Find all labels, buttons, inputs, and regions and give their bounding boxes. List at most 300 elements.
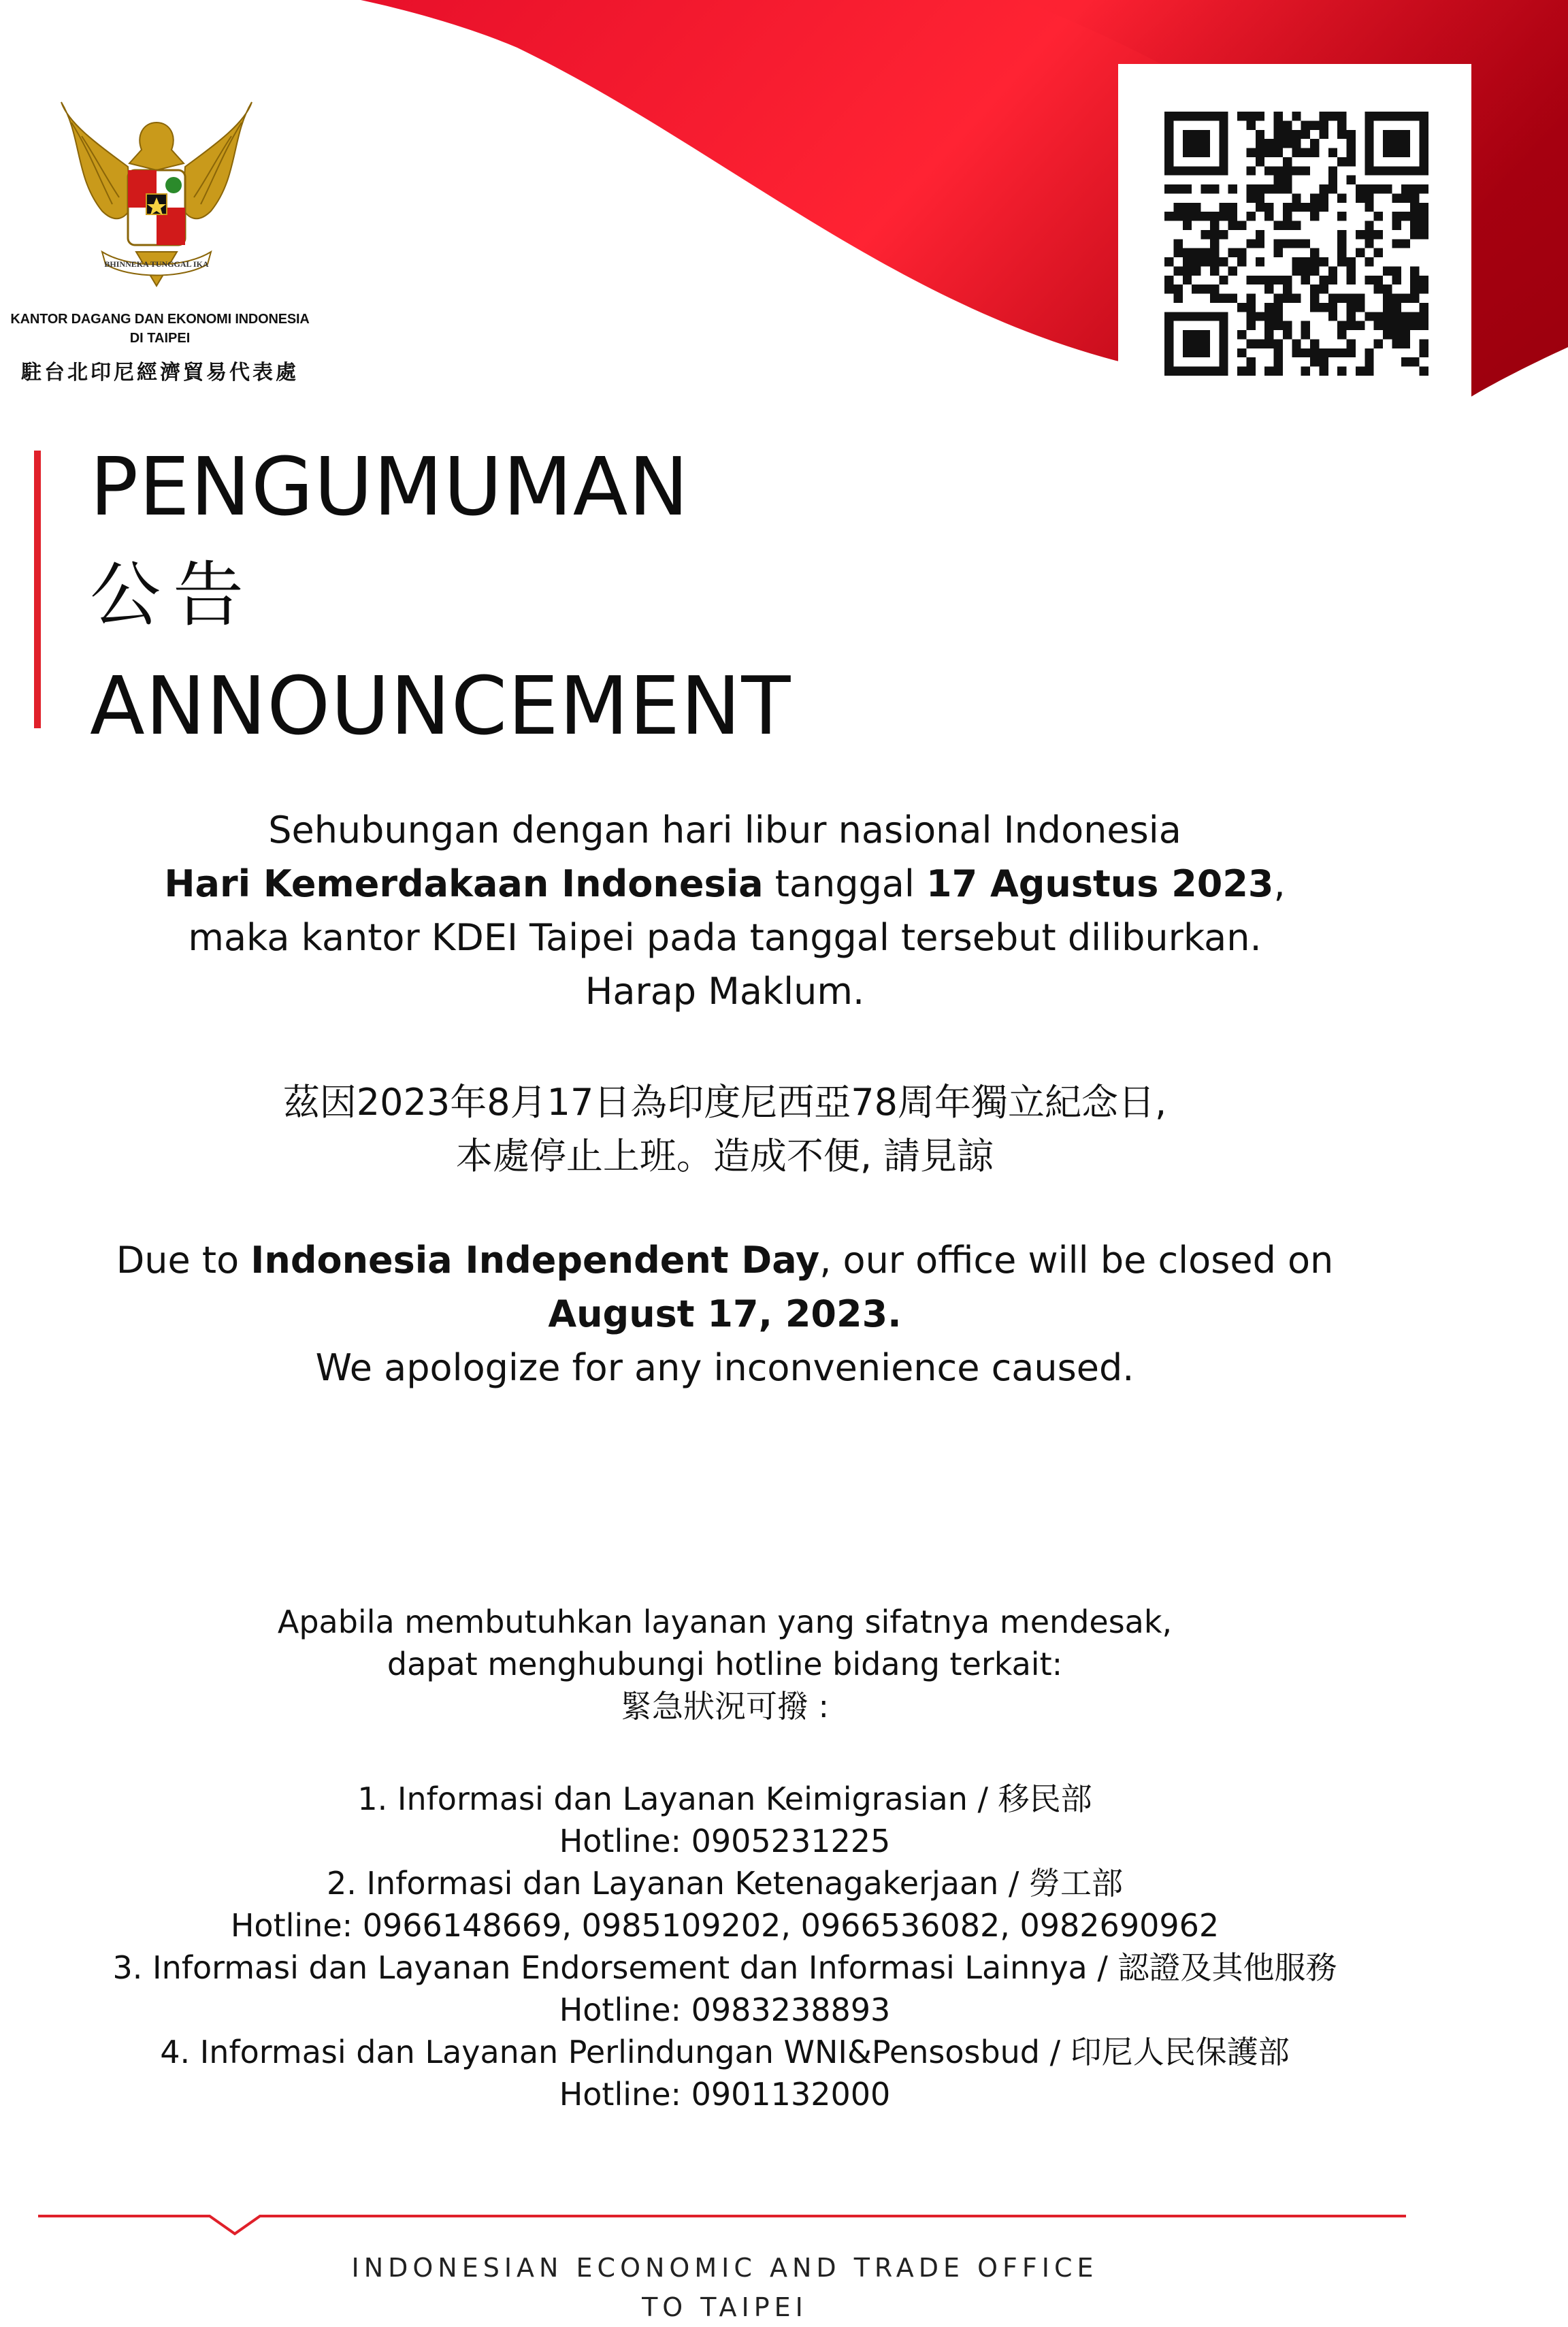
qr-module [1164, 321, 1173, 330]
qr-module [1337, 193, 1346, 202]
qr-module [1310, 203, 1319, 212]
footer-office-line1: INDONESIAN ECONOMIC AND TRADE OFFICE [351, 2253, 1098, 2283]
qr-module [1210, 166, 1219, 175]
qr-module [1392, 276, 1401, 284]
qr-module [1347, 139, 1356, 148]
qr-module [1374, 284, 1383, 293]
qr-module [1383, 148, 1392, 157]
qr-module [1319, 303, 1328, 312]
qr-module [1392, 294, 1401, 303]
qr-module [1192, 348, 1200, 357]
qr-module [1410, 357, 1419, 366]
qr-module [1392, 266, 1401, 275]
qr-module [1274, 166, 1283, 175]
qr-module [1301, 130, 1310, 139]
qr-module [1356, 321, 1365, 330]
qr-module [1274, 112, 1283, 120]
qr-module [1210, 312, 1219, 321]
qr-module [1201, 130, 1210, 139]
qr-module [1192, 312, 1200, 321]
qr-module [1164, 139, 1173, 148]
qr-module [1374, 312, 1383, 321]
hotline-number[interactable]: Hotline: 0905231225 [559, 1823, 891, 1859]
qr-module [1173, 112, 1182, 120]
qr-module [1374, 339, 1383, 348]
qr-module [1347, 348, 1356, 357]
qr-module [1337, 367, 1346, 376]
announcement-en-line2 [0, 1287, 1450, 1341]
emblem-motto: BHINNEKA TUNGGAL IKA [104, 259, 209, 269]
qr-module [1201, 284, 1210, 293]
qr-module [1301, 148, 1310, 157]
qr-module [1292, 294, 1301, 303]
qr-module [1246, 148, 1255, 157]
qr-module [1228, 266, 1237, 275]
qr-module [1292, 339, 1301, 348]
announcement-zh-line2: 本處停止上班。造成不便, 請見諒 [455, 1135, 994, 1177]
qr-module [1173, 239, 1182, 248]
qr-module [1347, 157, 1356, 166]
qr-module [1164, 157, 1173, 166]
qr-module [1374, 276, 1383, 284]
qr-module [1328, 312, 1337, 321]
qr-module [1410, 203, 1419, 212]
list-item [0, 2031, 1450, 2115]
qr-module [1319, 120, 1328, 129]
qr-module [1420, 367, 1428, 376]
announcement-id-line2 [0, 857, 1450, 911]
qr-module [1237, 257, 1246, 266]
qr-module [1420, 184, 1428, 193]
qr-module [1392, 130, 1401, 139]
list-item [0, 1862, 1450, 1947]
qr-module [1337, 230, 1346, 239]
qr-module [1264, 367, 1273, 376]
qr-module [1219, 321, 1228, 330]
qr-module [1392, 193, 1401, 202]
qr-module [1264, 148, 1273, 157]
qr-module [1210, 294, 1219, 303]
qr-module [1383, 303, 1392, 312]
qr-module [1410, 266, 1419, 275]
qr-module [1219, 130, 1228, 139]
qr-module [1283, 166, 1292, 175]
hotline-number[interactable]: Hotline: 0901132000 [559, 2076, 891, 2113]
qr-module [1328, 303, 1337, 312]
qr-module [1319, 193, 1328, 202]
hotline-label: 4. Informasi dan Layanan Perlindungan WNI&Pensosbud / 印尼人民保護部 [160, 2034, 1290, 2070]
qr-module [1173, 203, 1182, 212]
hotline-number[interactable]: Hotline: 0966148669, 0985109202, 0966536082, 0982690962 [230, 1907, 1220, 1944]
qr-module [1401, 166, 1410, 175]
qr-module [1201, 212, 1210, 221]
qr-module [1283, 276, 1292, 284]
qr-module [1283, 157, 1292, 166]
qr-module [1310, 303, 1319, 312]
qr-module [1246, 112, 1255, 120]
hotline-label: 1. Informasi dan Layanan Keimigrasian / 移民部 [357, 1780, 1092, 1817]
qr-module [1219, 339, 1228, 348]
qr-module [1365, 130, 1373, 139]
qr-module [1219, 203, 1228, 212]
qr-module [1228, 221, 1237, 230]
qr-module [1274, 176, 1283, 184]
qr-module [1219, 276, 1228, 284]
qr-module [1410, 321, 1419, 330]
qr-module [1201, 166, 1210, 175]
qr-module [1283, 184, 1292, 193]
qr-module [1328, 294, 1337, 303]
qr-module [1246, 339, 1255, 348]
hotline-number[interactable]: Hotline: 0983238893 [559, 1991, 891, 2028]
announcement-en-line3: We apologize for any inconvenience caused. [315, 1346, 1134, 1389]
qr-module [1183, 257, 1192, 266]
qr-module [1410, 184, 1419, 193]
qr-module [1301, 257, 1310, 266]
qr-module [1337, 294, 1346, 303]
qr-module [1292, 148, 1301, 157]
qr-module [1246, 212, 1255, 221]
qr-module [1201, 339, 1210, 348]
qr-module [1292, 112, 1301, 120]
qr-module [1420, 348, 1428, 357]
qr-module [1210, 257, 1219, 266]
text-span: tanggal [763, 862, 927, 905]
qr-module [1164, 276, 1173, 284]
qr-module [1292, 257, 1301, 266]
qr-module [1192, 112, 1200, 120]
qr-module [1256, 239, 1264, 248]
qr-module [1192, 257, 1200, 266]
qr-module [1292, 221, 1301, 230]
qr-module [1347, 176, 1356, 184]
qr-module [1337, 157, 1346, 166]
hotline-label: 3. Informasi dan Layanan Endorsement dan Informasi Lainnya / 認證及其他服務 [112, 1949, 1337, 1986]
holiday-name-en: Indonesia Independent Day [250, 1239, 820, 1282]
qr-module [1410, 221, 1419, 230]
qr-module [1183, 184, 1192, 193]
qr-module [1256, 139, 1264, 148]
qr-module [1274, 120, 1283, 129]
qr-module [1356, 230, 1365, 239]
qr-module [1365, 139, 1373, 148]
qr-module [1274, 148, 1283, 157]
qr-module [1392, 148, 1401, 157]
qr-module [1256, 339, 1264, 348]
qr-module [1420, 312, 1428, 321]
qr-module [1365, 203, 1373, 212]
qr-module [1192, 367, 1200, 376]
qr-module [1201, 312, 1210, 321]
qr-module [1420, 148, 1428, 157]
qr-module [1383, 139, 1392, 148]
qr-module [1237, 248, 1246, 257]
qr-module [1410, 294, 1419, 303]
qr-module [1328, 348, 1337, 357]
qr-module [1219, 330, 1228, 339]
qr-module [1301, 330, 1310, 339]
qr-module [1292, 348, 1301, 357]
qr-module [1246, 294, 1255, 303]
qr-module [1237, 112, 1246, 120]
qr-module [1183, 166, 1192, 175]
qr-module [1264, 321, 1273, 330]
qr-module [1328, 148, 1337, 157]
qr-module [1219, 212, 1228, 221]
qr-module [1201, 367, 1210, 376]
qr-module [1392, 212, 1401, 221]
qr-module [1383, 330, 1392, 339]
qr-module [1274, 321, 1283, 330]
qr-module [1219, 348, 1228, 357]
qr-module [1264, 212, 1273, 221]
qr-module [1164, 348, 1173, 357]
qr-module [1192, 266, 1200, 275]
qr-module [1337, 130, 1346, 139]
qr-module [1164, 357, 1173, 366]
qr-module [1347, 312, 1356, 321]
qr-module [1310, 266, 1319, 275]
qr-module [1283, 130, 1292, 139]
qr-module [1183, 139, 1192, 148]
chevron-down-divider-icon [27, 2198, 1416, 2239]
qr-module [1256, 148, 1264, 157]
qr-module [1310, 148, 1319, 157]
qr-module [1173, 312, 1182, 321]
qr-module [1410, 312, 1419, 321]
qr-module [1219, 367, 1228, 376]
qr-module [1210, 212, 1219, 221]
qr-module [1264, 184, 1273, 193]
qr-module [1219, 230, 1228, 239]
qr-module [1301, 348, 1310, 357]
qr-module [1310, 248, 1319, 257]
qr-module [1183, 312, 1192, 321]
qr-module [1410, 276, 1419, 284]
qr-module [1356, 294, 1365, 303]
qr-module [1420, 166, 1428, 175]
qr-module [1392, 303, 1401, 312]
announcement-id-line3: maka kantor KDEI Taipei pada tanggal tersebut diliburkan. [188, 916, 1262, 959]
qr-module [1283, 239, 1292, 248]
qr-module [1392, 312, 1401, 321]
qr-module [1410, 230, 1419, 239]
qr-module [1173, 248, 1182, 257]
qr-module [1264, 339, 1273, 348]
footer-office-line2: TO TAIPEI [642, 2292, 808, 2322]
qr-module [1192, 139, 1200, 148]
qr-module [1246, 321, 1255, 330]
qr-module [1392, 339, 1401, 348]
qr-module [1292, 193, 1301, 202]
qr-module [1256, 130, 1264, 139]
qr-module [1283, 284, 1292, 293]
qr-module [1383, 112, 1392, 120]
qr-module [1192, 148, 1200, 157]
qr-module [1420, 339, 1428, 348]
hotline-intro-line2: dapat menghubungi hotline bidang terkait: [387, 1646, 1063, 1682]
qr-module [1210, 266, 1219, 275]
qr-module [1319, 112, 1328, 120]
qr-module [1256, 203, 1264, 212]
qr-module [1201, 148, 1210, 157]
qr-module [1383, 184, 1392, 193]
qr-module [1319, 184, 1328, 193]
announcement-chinese [0, 1075, 1450, 1183]
qr-module [1365, 166, 1373, 175]
qr-module [1420, 157, 1428, 166]
qr-module [1319, 276, 1328, 284]
title-chinese: 公告 [90, 553, 257, 636]
qr-module [1301, 166, 1310, 175]
qr-module [1283, 321, 1292, 330]
qr-module [1365, 148, 1373, 157]
qr-module [1420, 284, 1428, 293]
qr-module [1401, 357, 1410, 366]
qr-module [1410, 112, 1419, 120]
qr-code-icon[interactable] [1164, 112, 1428, 376]
qr-module [1192, 330, 1200, 339]
qr-module [1201, 112, 1210, 120]
qr-module [1319, 203, 1328, 212]
qr-card [1118, 64, 1471, 410]
qr-module [1292, 203, 1301, 212]
qr-module [1264, 276, 1273, 284]
qr-module [1356, 303, 1365, 312]
qr-module [1365, 312, 1373, 321]
qr-module [1283, 139, 1292, 148]
qr-module [1337, 348, 1346, 357]
qr-module [1164, 312, 1173, 321]
qr-module [1210, 230, 1219, 239]
qr-module [1264, 139, 1273, 148]
qr-module [1401, 193, 1410, 202]
qr-module [1374, 112, 1383, 120]
qr-module [1374, 248, 1383, 257]
hotline-intro-line1: Apabila membutuhkan layanan yang sifatnya mendesak, [277, 1604, 1173, 1640]
qr-module [1219, 166, 1228, 175]
qr-module [1246, 120, 1255, 129]
qr-module [1392, 221, 1401, 230]
qr-module [1283, 212, 1292, 221]
qr-module [1173, 212, 1182, 221]
qr-module [1392, 321, 1401, 330]
qr-module [1292, 130, 1301, 139]
qr-module [1401, 212, 1410, 221]
qr-module [1383, 166, 1392, 175]
qr-module [1246, 312, 1255, 321]
qr-module [1256, 184, 1264, 193]
qr-module [1401, 130, 1410, 139]
qr-module [1392, 166, 1401, 175]
qr-module [1365, 184, 1373, 193]
qr-module [1237, 303, 1246, 312]
qr-module [1310, 212, 1319, 221]
qr-module [1365, 367, 1373, 376]
qr-module [1301, 203, 1310, 212]
qr-module [1337, 330, 1346, 339]
qr-module [1365, 230, 1373, 239]
qr-module [1192, 212, 1200, 221]
qr-module [1173, 284, 1182, 293]
qr-module [1374, 212, 1383, 221]
qr-module [1337, 257, 1346, 266]
qr-module [1201, 257, 1210, 266]
qr-module [1347, 303, 1356, 312]
qr-module [1420, 221, 1428, 230]
qr-module [1310, 139, 1319, 148]
qr-module [1219, 157, 1228, 166]
qr-module [1383, 321, 1392, 330]
qr-module [1183, 367, 1192, 376]
qr-module [1219, 257, 1228, 266]
qr-module [1410, 284, 1419, 293]
qr-module [1164, 112, 1173, 120]
office-name-zh: 駐台北印尼經濟貿易代表處 [21, 361, 299, 384]
qr-module [1310, 357, 1319, 366]
qr-module [1274, 184, 1283, 193]
qr-module [1192, 339, 1200, 348]
qr-module [1374, 166, 1383, 175]
qr-module [1401, 139, 1410, 148]
qr-module [1301, 239, 1310, 248]
qr-module [1383, 312, 1392, 321]
qr-module [1283, 330, 1292, 339]
announcement-id-line1: Sehubungan dengan hari libur nasional Indonesia [268, 809, 1181, 851]
hotline-list [0, 1778, 1450, 2115]
qr-module [1310, 284, 1319, 293]
qr-module [1310, 193, 1319, 202]
qr-module [1420, 212, 1428, 221]
qr-module [1401, 312, 1410, 321]
qr-module [1420, 303, 1428, 312]
qr-module [1183, 212, 1192, 221]
qr-module [1319, 257, 1328, 266]
qr-module [1274, 276, 1283, 284]
qr-module [1210, 239, 1219, 248]
qr-module [1210, 184, 1219, 193]
qr-module [1292, 239, 1301, 248]
qr-module [1365, 239, 1373, 248]
qr-module [1410, 212, 1419, 221]
qr-module [1274, 294, 1283, 303]
qr-module [1319, 348, 1328, 357]
qr-module [1328, 276, 1337, 284]
qr-module [1283, 221, 1292, 230]
qr-module [1328, 166, 1337, 175]
qr-module [1356, 248, 1365, 257]
qr-module [1337, 212, 1346, 221]
qr-module [1256, 157, 1264, 166]
qr-module [1173, 266, 1182, 275]
qr-module [1164, 284, 1173, 293]
qr-module [1319, 284, 1328, 293]
qr-module [1164, 212, 1173, 221]
qr-module [1420, 203, 1428, 212]
qr-module [1192, 248, 1200, 257]
qr-module [1283, 176, 1292, 184]
qr-module [1183, 248, 1192, 257]
list-item [0, 1778, 1450, 1862]
qr-module [1347, 294, 1356, 303]
qr-module [1219, 148, 1228, 157]
qr-module [1246, 166, 1255, 175]
qr-module [1228, 248, 1237, 257]
qr-module [1219, 120, 1228, 129]
qr-module [1328, 176, 1337, 184]
qr-module [1228, 294, 1237, 303]
qr-module [1264, 312, 1273, 321]
